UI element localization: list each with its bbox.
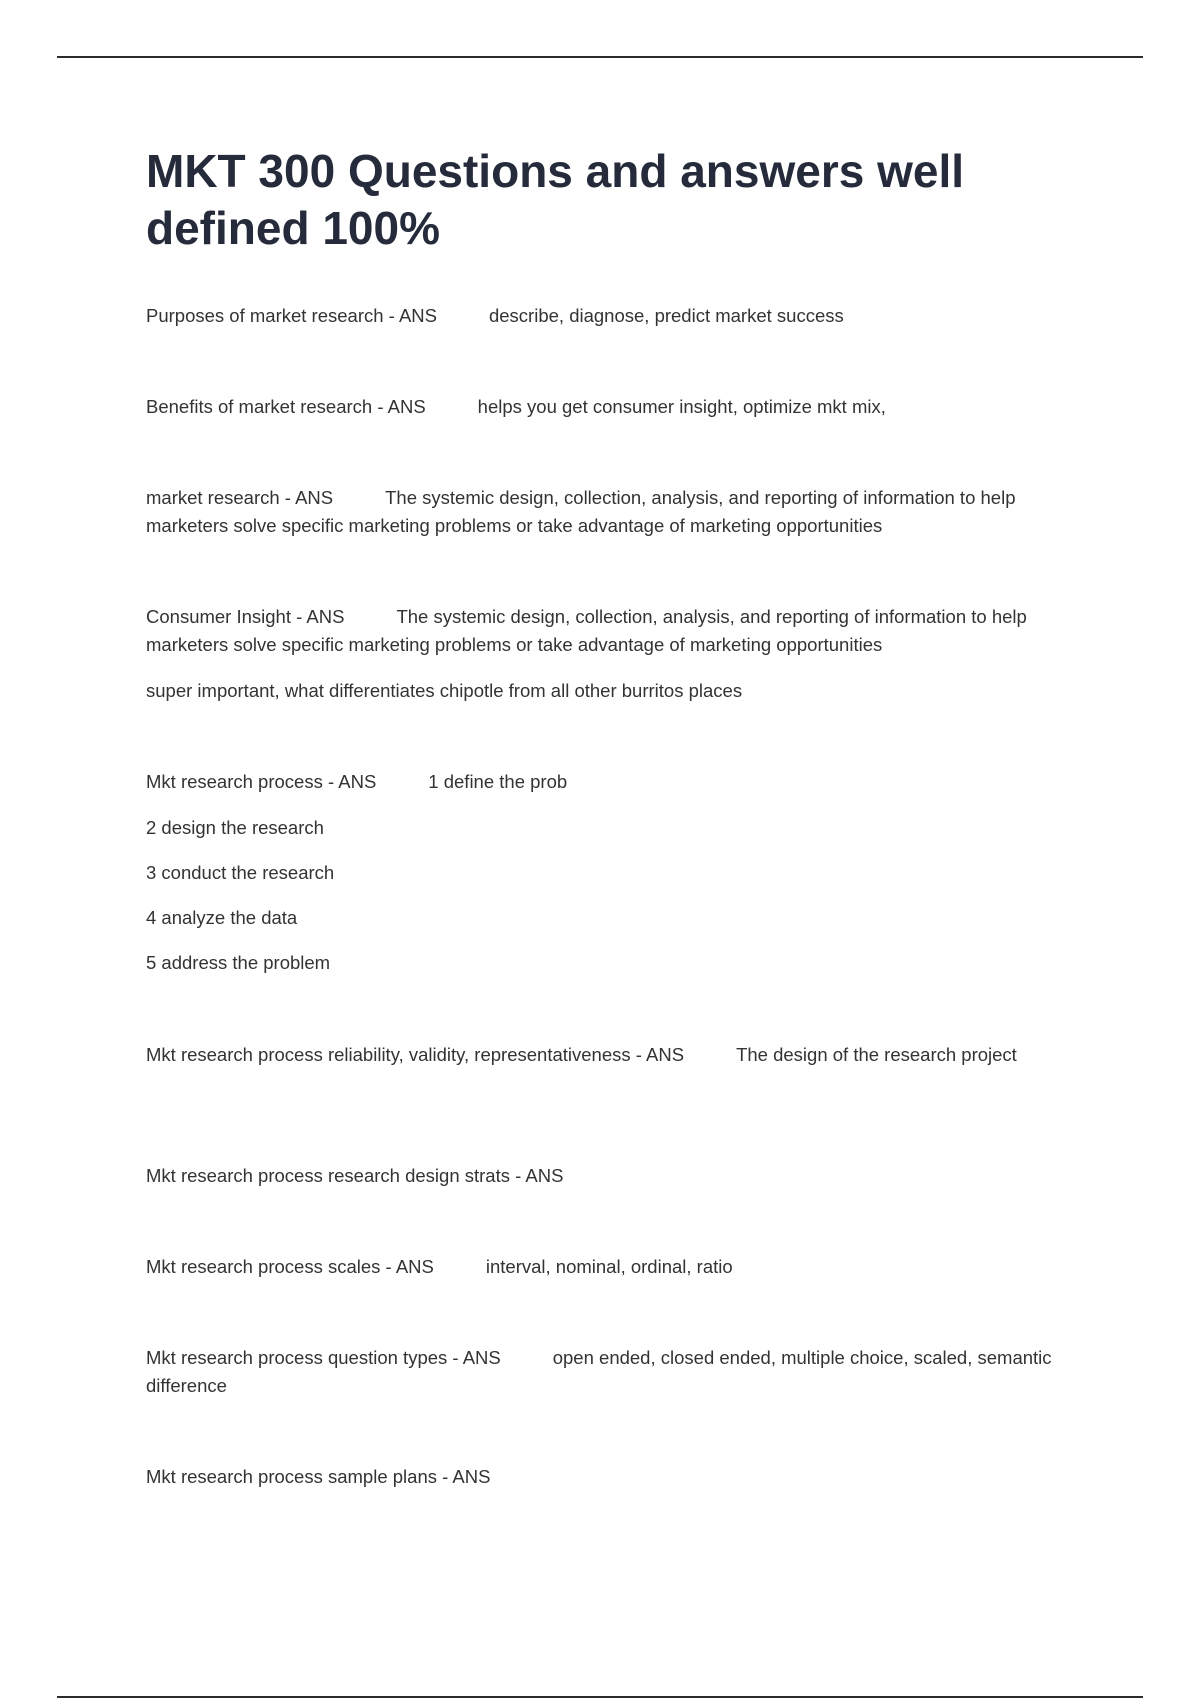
term: Purposes of market research - ANS bbox=[146, 305, 437, 326]
qa-entry bbox=[146, 302, 1066, 330]
qa-entry bbox=[146, 1041, 1066, 1069]
qa-entry bbox=[146, 768, 1066, 796]
answer: The systemic design, collection, analysis, and reporting of information to help marketers solve specific marketing problems or take advantage of marketing opportunities bbox=[146, 606, 1027, 655]
answer: open ended, closed ended, multiple choice, scaled, semantic difference bbox=[146, 1347, 1052, 1396]
process-step: 4 analyze the data bbox=[146, 907, 298, 928]
answer: interval, nominal, ordinal, ratio bbox=[485, 1256, 733, 1277]
term: Benefits of market research - ANS bbox=[146, 396, 426, 417]
qa-entry bbox=[146, 1162, 1066, 1190]
process-step: 2 design the research bbox=[146, 817, 324, 838]
process-step: 5 address the problem bbox=[146, 952, 331, 973]
answer: The design of the research project bbox=[736, 1044, 1017, 1065]
answer: helps you get consumer insight, optimize mkt mix, bbox=[477, 396, 886, 417]
qa-entry bbox=[146, 393, 1066, 421]
qa-entry bbox=[146, 1344, 1066, 1400]
term: Mkt research process reliability, validity, representativeness - ANS bbox=[146, 1044, 685, 1065]
term: market research - ANS bbox=[146, 487, 334, 508]
term: Mkt research process sample plans - ANS bbox=[146, 1466, 491, 1487]
qa-entry bbox=[146, 1253, 1066, 1281]
answer: describe, diagnose, predict market success bbox=[488, 305, 844, 326]
qa-entry bbox=[146, 484, 1066, 540]
bottom-rule bbox=[57, 1696, 1143, 1698]
answer: The systemic design, collection, analysis, and reporting of information to help marketers solve specific marketing problems or take advantage of marketing opportunities bbox=[146, 487, 1016, 536]
qa-entry bbox=[146, 1463, 1066, 1491]
term: Mkt research process research design strats - ANS bbox=[146, 1165, 564, 1186]
term: Mkt research process question types - ANS bbox=[146, 1347, 501, 1368]
answer: 1 define the prob bbox=[428, 771, 568, 792]
qa-entry bbox=[146, 603, 1066, 659]
term: Mkt research process scales - ANS bbox=[146, 1256, 434, 1277]
top-rule bbox=[57, 56, 1143, 58]
term: Mkt research process - ANS bbox=[146, 771, 377, 792]
process-step: 3 conduct the research bbox=[146, 862, 335, 883]
answer-note: super important, what differentiates chipotle from all other burritos places bbox=[146, 680, 743, 701]
term: Consumer Insight - ANS bbox=[146, 606, 345, 627]
document-title: MKT 300 Questions and answers well defined 100% bbox=[146, 145, 965, 254]
